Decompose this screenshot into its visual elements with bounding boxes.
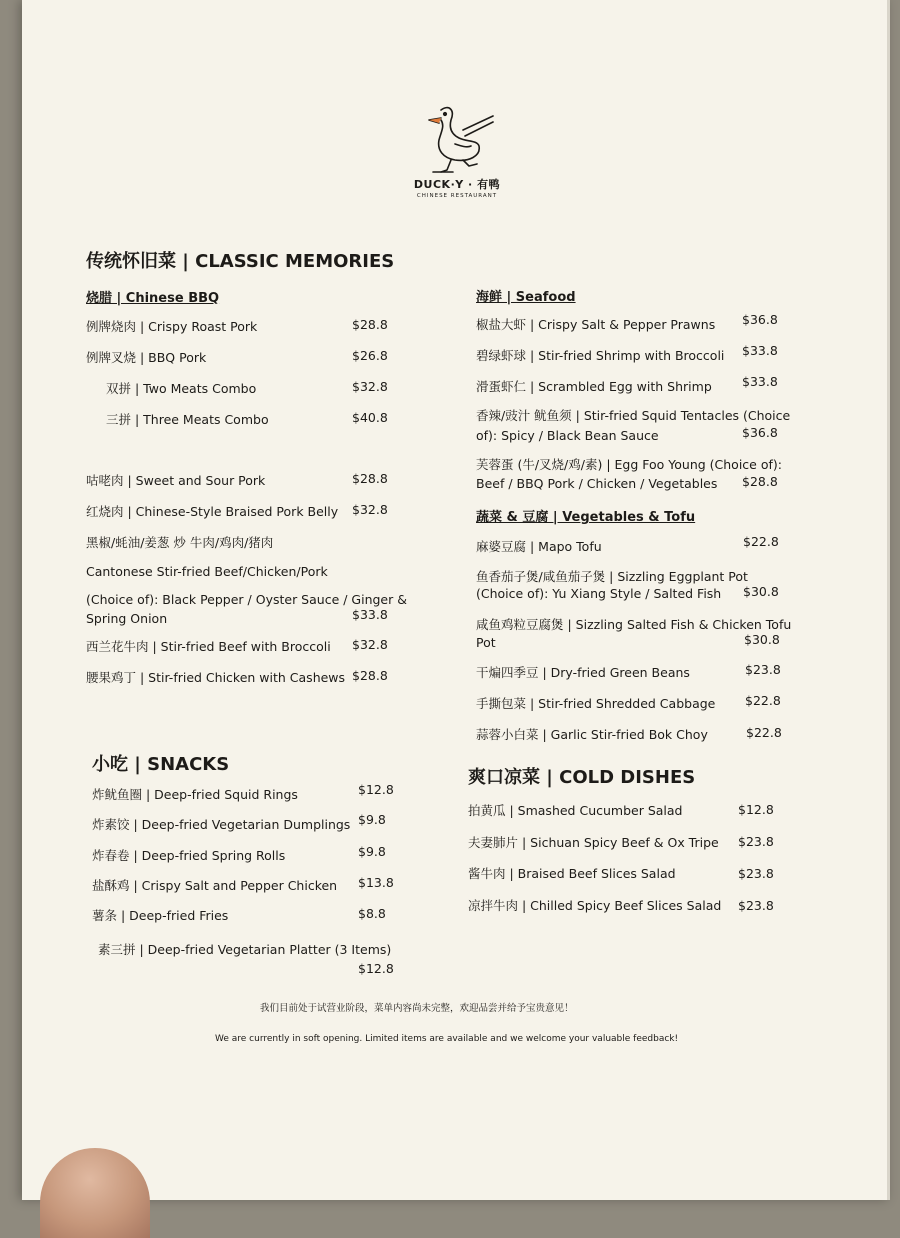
menu-item: 碧绿虾球 | Stir-fried Shrimp with Broccoli xyxy=(476,348,725,363)
menu-item-price: $8.8 xyxy=(358,906,386,921)
menu-item: 薯条 | Deep-fried Fries xyxy=(92,908,229,923)
menu-item-price: $23.8 xyxy=(738,834,774,849)
menu-item: 椒盐大虾 | Crispy Salt & Pepper Prawns xyxy=(476,317,716,332)
menu-item-price: $40.8 xyxy=(352,410,388,425)
menu-item: 蒜蓉小白菜 | Garlic Stir-fried Bok Choy xyxy=(476,727,708,742)
restaurant-logo xyxy=(402,100,512,199)
menu-item-price: $30.8 xyxy=(744,632,780,647)
menu-item: 素三拼 | Deep-fried Vegetarian Platter (3 Items) xyxy=(98,942,392,957)
menu-item: 夫妻肺片 | Sichuan Spicy Beef & Ox Tripe xyxy=(468,835,719,850)
soft-opening-note-english: We are currently in soft opening. Limited items are available and we welcome your valuable feedback! xyxy=(215,1034,679,1044)
menu-item: 双拼 | Two Meats Combo xyxy=(106,381,257,396)
logo-name: DUCK·Y · 有鸭 xyxy=(413,178,501,191)
menu-item-price: $28.8 xyxy=(352,317,388,332)
menu-item-price: $36.8 xyxy=(742,425,778,440)
menu-item-price: $23.8 xyxy=(738,898,774,913)
menu-item-price: $22.8 xyxy=(746,725,782,740)
menu-item-salted-fish-pot-cont: Pot xyxy=(476,635,496,650)
menu-item-foo-young: 芙蓉蛋 (牛/叉烧/鸡/素) | Egg Foo Young (Choice of): xyxy=(476,457,782,472)
menu-item-foo-young-choices: Beef / BBQ Pork / Chicken / Vegetables xyxy=(476,476,718,491)
menu-item: 干煸四季豆 | Dry-fried Green Beans xyxy=(476,665,690,680)
menu-item: 咕咾肉 | Sweet and Sour Pork xyxy=(86,473,266,488)
menu-item-stirfry-choices: (Choice of): Black Pepper / Oyster Sauce / Ginger & xyxy=(86,592,407,607)
menu-item-price: $32.8 xyxy=(352,502,388,517)
menu-item-price: $33.8 xyxy=(742,343,778,358)
menu-page xyxy=(22,0,890,1200)
menu-item: 例牌叉烧 | BBQ Pork xyxy=(86,350,207,365)
menu-item-price: $26.8 xyxy=(352,348,388,363)
menu-item-price: $23.8 xyxy=(738,866,774,881)
menu-item-stirfry-chinese: 黑椒/蚝油/姜葱 炒 牛肉/鸡肉/猪肉 xyxy=(86,535,274,550)
menu-item-price: $12.8 xyxy=(358,782,394,797)
menu-item: 三拼 | Three Meats Combo xyxy=(106,412,269,427)
menu-item-price: $12.8 xyxy=(358,961,394,976)
menu-item-stirfry-choices-cont: Spring Onion xyxy=(86,611,168,626)
menu-item-price: $23.8 xyxy=(745,662,781,677)
menu-item-price: $9.8 xyxy=(358,812,386,827)
menu-item-squid: 香辣/豉汁 鱿鱼须 | Stir-fried Squid Tentacles (Choice xyxy=(476,408,791,423)
vegetables-tofu-title: 蔬菜 & 豆腐 | Vegetables & Tofu xyxy=(476,510,696,525)
menu-item-price: $33.8 xyxy=(352,607,388,622)
classic-memories-title: 传统怀旧菜 | CLASSIC MEMORIES xyxy=(86,251,395,272)
menu-item: 拍黄瓜 | Smashed Cucumber Salad xyxy=(468,803,683,818)
menu-item-price: $28.8 xyxy=(352,668,388,683)
cold-dishes-title: 爽口凉菜 | COLD DISHES xyxy=(468,767,696,788)
menu-item: 手撕包菜 | Stir-fried Shredded Cabbage xyxy=(476,696,716,711)
soft-opening-note-chinese: 我们目前处于试营业阶段，菜单内容尚未完整，欢迎品尝并给予宝贵意见！ xyxy=(260,1003,574,1014)
menu-item: 例牌烧肉 | Crispy Roast Pork xyxy=(86,319,258,334)
menu-item-price: $32.8 xyxy=(352,379,388,394)
menu-item: 炸鱿鱼圈 | Deep-fried Squid Rings xyxy=(92,787,298,802)
menu-item-price: $36.8 xyxy=(742,312,778,327)
menu-item-price: $28.8 xyxy=(742,474,778,489)
menu-item-price: $13.8 xyxy=(358,875,394,890)
logo-subtitle: CHINESE RESTAURANT xyxy=(416,193,498,199)
menu-item-price: $22.8 xyxy=(745,693,781,708)
menu-item-price: $33.8 xyxy=(742,374,778,389)
seafood-title: 海鲜 | Seafood xyxy=(476,290,576,305)
duck-chopsticks-icon xyxy=(419,100,495,178)
menu-item-price: $28.8 xyxy=(352,471,388,486)
menu-item-price: $32.8 xyxy=(352,637,388,652)
menu-item: 凉拌牛肉 | Chilled Spicy Beef Slices Salad xyxy=(468,898,722,913)
menu-item: 腰果鸡丁 | Stir-fried Chicken with Cashews xyxy=(86,670,346,685)
menu-item: 盐酥鸡 | Crispy Salt and Pepper Chicken xyxy=(92,878,338,893)
menu-item-price: $9.8 xyxy=(358,844,386,859)
menu-item: 酱牛肉 | Braised Beef Slices Salad xyxy=(468,866,676,881)
menu-item-eggplant-choices: (Choice of): Yu Xiang Style / Salted Fish xyxy=(476,586,722,601)
menu-item-stirfry-english: Cantonese Stir-fried Beef/Chicken/Pork xyxy=(86,564,328,579)
menu-item-salted-fish-pot: 咸鱼鸡粒豆腐煲 | Sizzling Salted Fish & Chicken Tofu xyxy=(476,617,792,632)
menu-item-squid-choices: of): Spicy / Black Bean Sauce xyxy=(476,428,659,443)
menu-item: 西兰花牛肉 | Stir-fried Beef with Broccoli xyxy=(86,639,331,654)
menu-item-price: $30.8 xyxy=(743,584,779,599)
menu-item: 麻婆豆腐 | Mapo Tofu xyxy=(476,539,602,554)
menu-item-price: $22.8 xyxy=(743,534,779,549)
menu-item-price: $12.8 xyxy=(738,802,774,817)
menu-item-eggplant: 鱼香茄子煲/咸鱼茄子煲 | Sizzling Eggplant Pot xyxy=(476,569,748,584)
menu-item: 红烧肉 | Chinese-Style Braised Pork Belly xyxy=(86,504,339,519)
menu-item: 炸素饺 | Deep-fried Vegetarian Dumplings xyxy=(92,817,351,832)
snacks-title: 小吃 | SNACKS xyxy=(92,754,230,775)
menu-item: 炸春卷 | Deep-fried Spring Rolls xyxy=(92,848,286,863)
menu-item: 滑蛋虾仁 | Scrambled Egg with Shrimp xyxy=(476,379,712,394)
chinese-bbq-title: 烧腊 | Chinese BBQ xyxy=(86,291,220,306)
